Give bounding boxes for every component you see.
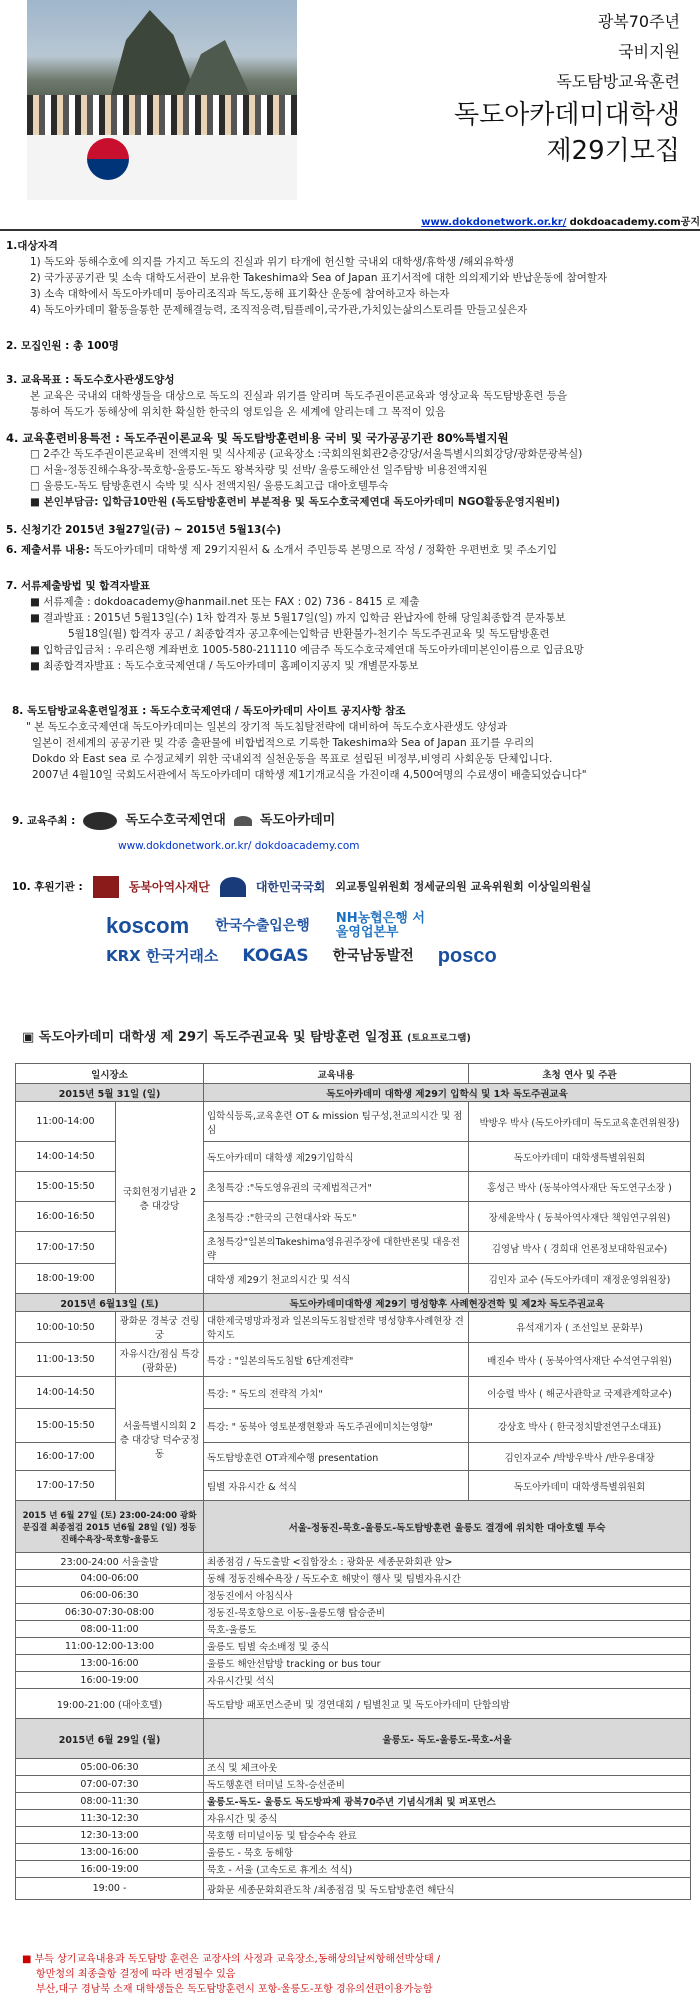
speaker-cell: 배진수 박사 ( 동북아역사재단 수석연구위원)	[469, 1343, 691, 1377]
time-cell: 16:00-17:00	[16, 1443, 116, 1471]
time-cell: 12:30-13:00	[16, 1827, 204, 1844]
content-cell: 정동진에서 아침식사	[204, 1587, 691, 1604]
list-item: 2007년 4월10일 국회도서관에서 독도아카데미 대학생 제1기개교식을 가진이래 4,500여명의 수료생이 배출되었습니다"	[32, 769, 587, 781]
sponsor-krx: KRX 한국거래소	[106, 947, 219, 965]
table-row	[16, 1655, 691, 1672]
hero-banner	[0, 0, 700, 255]
host-url[interactable]: www.dokdonetwork.or.kr/ dokdoacademy.com	[118, 840, 360, 852]
academy-logo-icon	[234, 816, 252, 826]
hero-line-5: 제29기모집	[546, 136, 680, 166]
content-cell: 대학생 제29기 천교의시간 및 석식	[204, 1264, 469, 1294]
day-row	[16, 1501, 691, 1553]
hero-line-2: 국비지원	[618, 42, 680, 61]
content-cell: 초청특강"일본의Takeshima영유권주장에 대한반론및 대응전략	[204, 1232, 469, 1264]
speaker-cell: 독도아카데미 대학생특별위원회	[469, 1471, 691, 1501]
section-heading: 3. 교육목표 : 독도수호사관생도양성	[6, 374, 175, 386]
hero-line-1: 광복70주년	[597, 12, 680, 31]
time-cell: 11:00-13:50	[16, 1343, 116, 1377]
list-item: 5월18일(월) 합격자 공고 / 최종합격자 공고후에는입학금 반환불가-천기수 독도주권교육 및 독도탐방훈련	[68, 628, 550, 640]
day-row	[16, 1294, 691, 1312]
content-cell: 초청특강 :"한국의 근현대사와 독도"	[204, 1202, 469, 1232]
section-eligibility	[6, 238, 607, 318]
host-org-1: 독도수호국제연대	[125, 813, 226, 828]
content-cell: 독도행훈련 터미널 도착-승선준비	[204, 1776, 691, 1793]
sponsor-kogas: KOGAS	[242, 946, 309, 966]
time-cell: 17:00-17:50	[16, 1232, 116, 1264]
list-item: 4) 독도아카데미 활동을통한 문제해결능력, 조직적응력,팀플레이,국가관,가치있는삶의스토리를 만들고싶은자	[30, 304, 528, 316]
time-cell: 16:00-16:50	[16, 1202, 116, 1232]
documents-text: 독도아카데미 대학생 제 29기지원서 & 소개서 주민등록 본명으로 작성 / 정확한 우편번호 및 주소기입	[93, 544, 558, 556]
content-cell: 특강: " 동북아 영토분쟁현황과 독도주권에미치는영향"	[204, 1409, 469, 1443]
time-cell: 14:00-14:50	[16, 1377, 116, 1409]
dokdonetwork-link[interactable]: www.dokdonetwork.or.kr/	[421, 217, 567, 228]
schedule-title-text: ▣ 독도아카데미 대학생 제 29기 독도주권교육 및 탐방훈련 일정표	[22, 1030, 403, 1045]
speaker-cell: 독도아카데미 대학생특별위원회	[469, 1142, 691, 1172]
table-header: 초청 연사 및 주관	[469, 1064, 691, 1084]
dokdo-group-photo	[27, 0, 297, 200]
time-cell: 19:00 -	[16, 1878, 204, 1900]
content-cell: 특강: " 독도의 전략적 가치"	[204, 1377, 469, 1409]
footer-note: 부산,대구 경남북 소재 대학생들은 독도탐방훈련시 포항-울릉도-포항 경유의선편이용가능함	[36, 1984, 433, 1995]
section-heading: 10. 후원기관 :	[12, 881, 83, 893]
section-goal	[6, 372, 567, 420]
time-cell: 11:00-12:00-13:00	[16, 1638, 204, 1655]
sponsor-koscom: koscom	[106, 913, 190, 938]
speaker-cell: 김인자교수 /박방우박사 /반우용대장	[469, 1443, 691, 1471]
content-cell: 정동진-묵호항으로 이동-울릉도행 탑승준비	[204, 1604, 691, 1621]
sponsors-row-3	[106, 945, 497, 967]
time-cell: 15:00-15:50	[16, 1172, 116, 1202]
time-cell: 11:00-14:00	[16, 1102, 116, 1142]
schedule-title	[22, 1026, 471, 1045]
speaker-cell: 김인자 교수 (독도아카데미 재정운영위원장)	[469, 1264, 691, 1294]
time-cell: 08:00-11:00	[16, 1621, 204, 1638]
section-benefits	[6, 430, 582, 510]
table-row	[16, 1689, 691, 1719]
speaker-cell: 김영남 박사 ( 경희대 언론정보대학원교수)	[469, 1232, 691, 1264]
list-item: Dokdo 와 East sea 로 수정교체키 위한 국내외적 실천운동을 목표로 설립된 비정부,비영리 사회운동 단체입니다.	[32, 753, 553, 765]
list-item: " 본 독도수호국제연대 독도아카데미는 일본의 장기적 독도침탈전략에 대비하여 독도수호사관생도 양성과	[26, 721, 508, 733]
sponsor-kosep: 한국남동발전	[332, 948, 414, 964]
hero-url-suffix: dokdoacademy.com공지	[569, 217, 700, 228]
list-item: 본 교육은 국내외 대학생들을 대상으로 독도의 진실과 위기를 알리며 독도주권이론교육과 영상교육 독도탐방훈련 등을	[30, 390, 568, 402]
time-cell: 06:00-06:30	[16, 1587, 204, 1604]
table-row	[16, 1861, 691, 1878]
list-item: ■ 본인부담금: 입학금10만원 (독도탐방훈련비 부분적용 및 독도수호국제연대 독도아카데미 NGO활동운영지원비)	[30, 496, 561, 508]
content-cell: 최종점검 / 독도출발 <집합장소 : 광화문 세종문화회관 앞>	[204, 1553, 691, 1570]
place-cell: 자유시간/점심 특강(광화문)	[116, 1343, 204, 1377]
table-row	[16, 1827, 691, 1844]
table-row	[16, 1587, 691, 1604]
content-cell: 입학식등록,교육훈련 OT & mission 팀구성,천교의시간 및 점심	[204, 1102, 469, 1142]
list-item: 3) 소속 대학에서 독도아카데미 동아리조직과 독도,동해 표기확산 운동에 참여하고자 하는자	[30, 288, 450, 300]
speaker-cell: 강상호 박사 ( 한국정치발전연구소대표)	[469, 1409, 691, 1443]
content-cell: 동해 정동진해수욕장 / 독도수호 해맞이 행사 및 팀별자유시간	[204, 1570, 691, 1587]
day-title: 독도아카데미대학생 제29기 명성향후 사례현장견학 및 제2차 독도주권교육	[204, 1294, 691, 1312]
time-cell: 04:00-06:00	[16, 1570, 204, 1587]
section-period	[6, 522, 281, 538]
table-row	[16, 1553, 691, 1570]
place-cell: 광화문 경복궁 견링궁	[116, 1312, 204, 1343]
speaker-cell: 이승렬 박사 ( 해군사관학교 국제관계학교수)	[469, 1377, 691, 1409]
sponsors-row-1	[12, 876, 591, 898]
sponsor-nahf: 동북아역사재단	[128, 880, 210, 894]
table-row	[16, 1377, 691, 1409]
schedule-table	[15, 1063, 691, 1900]
section-heading: 8. 독도탐방교육훈련일정표 : 독도수호국제연대 / 독도아카데미 사이트 공지사항 참조	[12, 705, 406, 717]
time-cell: 05:00-06:30	[16, 1759, 204, 1776]
sponsors-row-2	[106, 912, 426, 940]
content-cell: 울릉도 팀별 숙소배정 및 중식	[204, 1638, 691, 1655]
content-cell: 독도아카데미 대학생 제29기입학식	[204, 1142, 469, 1172]
day-row	[16, 1719, 691, 1759]
content-cell: 광화문 세종문화회관도착 /최종점검 및 독도탐방훈련 해단식	[204, 1878, 691, 1900]
hero-line-3: 독도탐방교육훈련	[556, 72, 680, 91]
students-crowd	[27, 95, 297, 135]
section-heading: 2. 모집인원 : 총 100명	[6, 340, 119, 352]
section-heading: 4. 교육훈련비용특전 : 독도주권이론교육 및 독도탐방훈련비용 국비 및 국가공공기관 80%특별지원	[6, 431, 509, 445]
schedule-title-small: (토요프로그램)	[407, 1033, 471, 1044]
day-date: 2015년 5월 31일 (일)	[16, 1084, 204, 1102]
section-recruitment	[6, 338, 119, 354]
content-cell: 묵호 - 서울 (고속도로 휴게소 석식)	[204, 1861, 691, 1878]
assembly-logo-icon	[220, 877, 246, 897]
time-cell: 23:00-24:00 서울출발	[16, 1553, 204, 1570]
host-logo-icon	[83, 812, 117, 830]
sponsor-posco: posco	[437, 945, 497, 967]
section-heading: 6. 제출서류 내용:	[6, 544, 90, 556]
content-cell: 울릉도-독도- 울릉도 독도방파제 광복70주년 기념식개최 및 퍼포먼스	[204, 1793, 691, 1810]
footer-note: 항만청의 최종출항 결정에 따라 변경될수 있음	[36, 1969, 236, 1980]
content-cell: 묵호-울릉도	[204, 1621, 691, 1638]
time-cell: 17:00-17:50	[16, 1471, 116, 1501]
section-schedule-info	[12, 703, 587, 783]
content-cell: 울릉도 - 묵호 동해항	[204, 1844, 691, 1861]
table-row	[16, 1810, 691, 1827]
section-submission	[6, 578, 584, 674]
place-cell: 서울특별시의회 2층 대강당 덕수궁정동	[116, 1377, 204, 1501]
hero-url-line	[421, 213, 700, 228]
time-cell: 10:00-10:50	[16, 1312, 116, 1343]
footer-note: ■ 부득 상기교육내용과 독도탐방 훈련은 교장사의 사정과 교육장소,동해상의날씨항해선박상태 /	[22, 1954, 441, 1965]
sponsor-nh: NH농협은행 서울영업본부	[335, 911, 425, 940]
section-heading: 1.대상자격	[6, 240, 58, 252]
taeguk-symbol	[87, 138, 129, 180]
time-cell: 06:30-07:30-08:00	[16, 1604, 204, 1621]
day-row	[16, 1084, 691, 1102]
table-row	[16, 1672, 691, 1689]
sponsor-kexim: 한국수출입은행	[215, 918, 310, 934]
speaker-cell: 장세윤박사 ( 동북아역사재단 책임연구위원)	[469, 1202, 691, 1232]
table-row	[16, 1844, 691, 1861]
day-title: 독도아카데미 대학생 제29기 입학식 및 1차 독도주권교육	[204, 1084, 691, 1102]
day-date: 2015년 6월13일 (토)	[16, 1294, 204, 1312]
list-item: □ 서울-정동진해수욕장-묵호항-울릉도-독도 왕복차량 및 선박/ 울릉도해안선 일주탐방 비용전액지원	[30, 464, 488, 476]
content-cell: 팀별 자유시간 & 석식	[204, 1471, 469, 1501]
list-item: ■ 서류제출 : dokdoacademy@hanmail.net 또는 FAX : 02) 736 - 8415 로 제출	[30, 596, 420, 608]
content-cell: 독도탐방훈련 OT과제수행 presentation	[204, 1443, 469, 1471]
table-row	[16, 1878, 691, 1900]
time-cell: 13:00-16:00	[16, 1844, 204, 1861]
table-header-row	[16, 1064, 691, 1084]
speaker-cell: 박방우 박사 (독도아카데미 독도교육훈련위원장)	[469, 1102, 691, 1142]
table-row	[16, 1776, 691, 1793]
list-item: 1) 독도와 동해수호에 의지를 가지고 독도의 진실과 위기 타개에 헌신할 국내외 대학생/휴학생 /해외유학생	[30, 256, 514, 268]
table-row	[16, 1343, 691, 1377]
content-cell: 울릉도 해안선탐방 tracking or bus tour	[204, 1655, 691, 1672]
list-item: ■ 결과발표 : 2015년 5월13일(수) 1차 합격자 통보 5월17일(일) 까지 입학금 완납자에 한해 당일최종합격 문자통보	[30, 612, 566, 624]
time-cell: 16:00-19:00	[16, 1672, 204, 1689]
time-cell: 07:00-07:30	[16, 1776, 204, 1793]
speaker-cell: 유석재기자 ( 조선일보 문화부)	[469, 1312, 691, 1343]
table-row	[16, 1759, 691, 1776]
content-cell: 자유시간및 석식	[204, 1672, 691, 1689]
time-cell: 19:00-21:00 (대아호텔)	[16, 1689, 204, 1719]
time-cell: 08:00-11:30	[16, 1793, 204, 1810]
section-documents	[6, 542, 557, 558]
content-cell: 묵호행 터미널이동 및 탑승수속 완료	[204, 1827, 691, 1844]
section-heading: 9. 교육주최 :	[12, 815, 76, 827]
day-date: 2015 년 6월 27일 (토) 23:00-24:00 광화문집결 최종점검 2015 년6월 28일 (일) 정동진해수욕장-묵호항-울릉도	[16, 1501, 204, 1553]
list-item: 일본이 전세계의 공공기관 및 각종 출판물에 비합법적으로 기록한 Takeshima와 Sea of Japan 표기를 우리의	[32, 737, 535, 749]
list-item: □ 2주간 독도주권이론교육비 전액지원 및 식사제공 (교육장소 :국회의원회관2층강당/서울특별시의회강당/광화문광복실)	[30, 448, 583, 460]
sponsor-committee: 외교통일위원회 정세균의원 교육위원회 이상일의원실	[335, 880, 592, 893]
hero-title-block	[454, 14, 680, 164]
speaker-cell: 홍성근 박사 (동북아역사재단 독도연구소장 )	[469, 1172, 691, 1202]
time-cell: 13:00-16:00	[16, 1655, 204, 1672]
day-title: 울릉도- 독도-울릉도-묵호-서울	[204, 1719, 691, 1759]
section-heading: 5. 신청기간 2015년 3월27일(금) ~ 2015년 5월13(수)	[6, 524, 282, 536]
sponsor-assembly: 대한민국국회	[255, 880, 326, 894]
table-row	[16, 1312, 691, 1343]
time-cell: 18:00-19:00	[16, 1264, 116, 1294]
list-item: ■ 입학금입금처 : 우리은행 계좌번호 1005-580-211110 예금주 독도수호국제연대 독도아카데미본인이름으로 입금요망	[30, 644, 584, 656]
content-cell: 독도탐방 패포먼스준비 및 경연대회 / 팀별친교 및 독도아카데미 단합의밤	[204, 1689, 691, 1719]
divider	[0, 229, 700, 231]
table-header: 교육내용	[204, 1064, 469, 1084]
table-header: 일시장소	[16, 1064, 204, 1084]
content-cell: 특강 : "일본의독도침탈 6단계전략"	[204, 1343, 469, 1377]
host-org-2: 독도아카데미	[259, 813, 336, 828]
time-cell: 16:00-19:00	[16, 1861, 204, 1878]
section-host	[12, 812, 335, 830]
content-cell: 자유시간 및 중식	[204, 1810, 691, 1827]
place-cell: 국회헌정기념관 2층 대강당	[116, 1102, 204, 1294]
table-row	[16, 1793, 691, 1810]
day-date: 2015년 6월 29일 (월)	[16, 1719, 204, 1759]
footer-notes	[22, 1952, 440, 1997]
time-cell: 11:30-12:30	[16, 1810, 204, 1827]
table-row	[16, 1638, 691, 1655]
content-cell: 대한제국명망과정과 일본의독도침탈전략 명성향후사례현장 견학지도	[204, 1312, 469, 1343]
table-row	[16, 1570, 691, 1587]
time-cell: 14:00-14:50	[16, 1142, 116, 1172]
table-row	[16, 1621, 691, 1638]
time-cell: 15:00-15:50	[16, 1409, 116, 1443]
content-cell: 조식 및 체크아웃	[204, 1759, 691, 1776]
table-row	[16, 1604, 691, 1621]
list-item: ■ 최종합격자발표 : 독도수호국제연대 / 독도아카데미 홈페이지공지 및 개별문자통보	[30, 660, 419, 672]
list-item: □ 울릉도-독도 탐방훈련시 숙박 및 식사 전액지원/ 울릉도최고급 대아호텔투숙	[30, 480, 389, 492]
content-cell: 초청특강 :"독도영유권의 국제법적근거"	[204, 1172, 469, 1202]
list-item: 통하여 독도가 동해상에 위치한 확실한 한국의 영토임을 온 세계에 알리는데 그 목적이 있음	[30, 406, 446, 418]
list-item: 2) 국가공공기관 및 소속 대학도서관이 보유한 Takeshima와 Sea of Japan 표기서적에 대한 의의제기와 반납운동에 참여할자	[30, 272, 608, 284]
section-heading: 7. 서류제출방법 및 합격자발표	[6, 580, 150, 592]
nahf-logo-icon	[93, 876, 119, 898]
hero-line-4: 독도아카데미대학생	[453, 100, 680, 130]
table-row	[16, 1102, 691, 1142]
day-title: 서울-정동진-묵호-울릉도-독도탐방훈련 울릉도 결경에 위치한 대아호텔 투숙	[204, 1501, 691, 1553]
